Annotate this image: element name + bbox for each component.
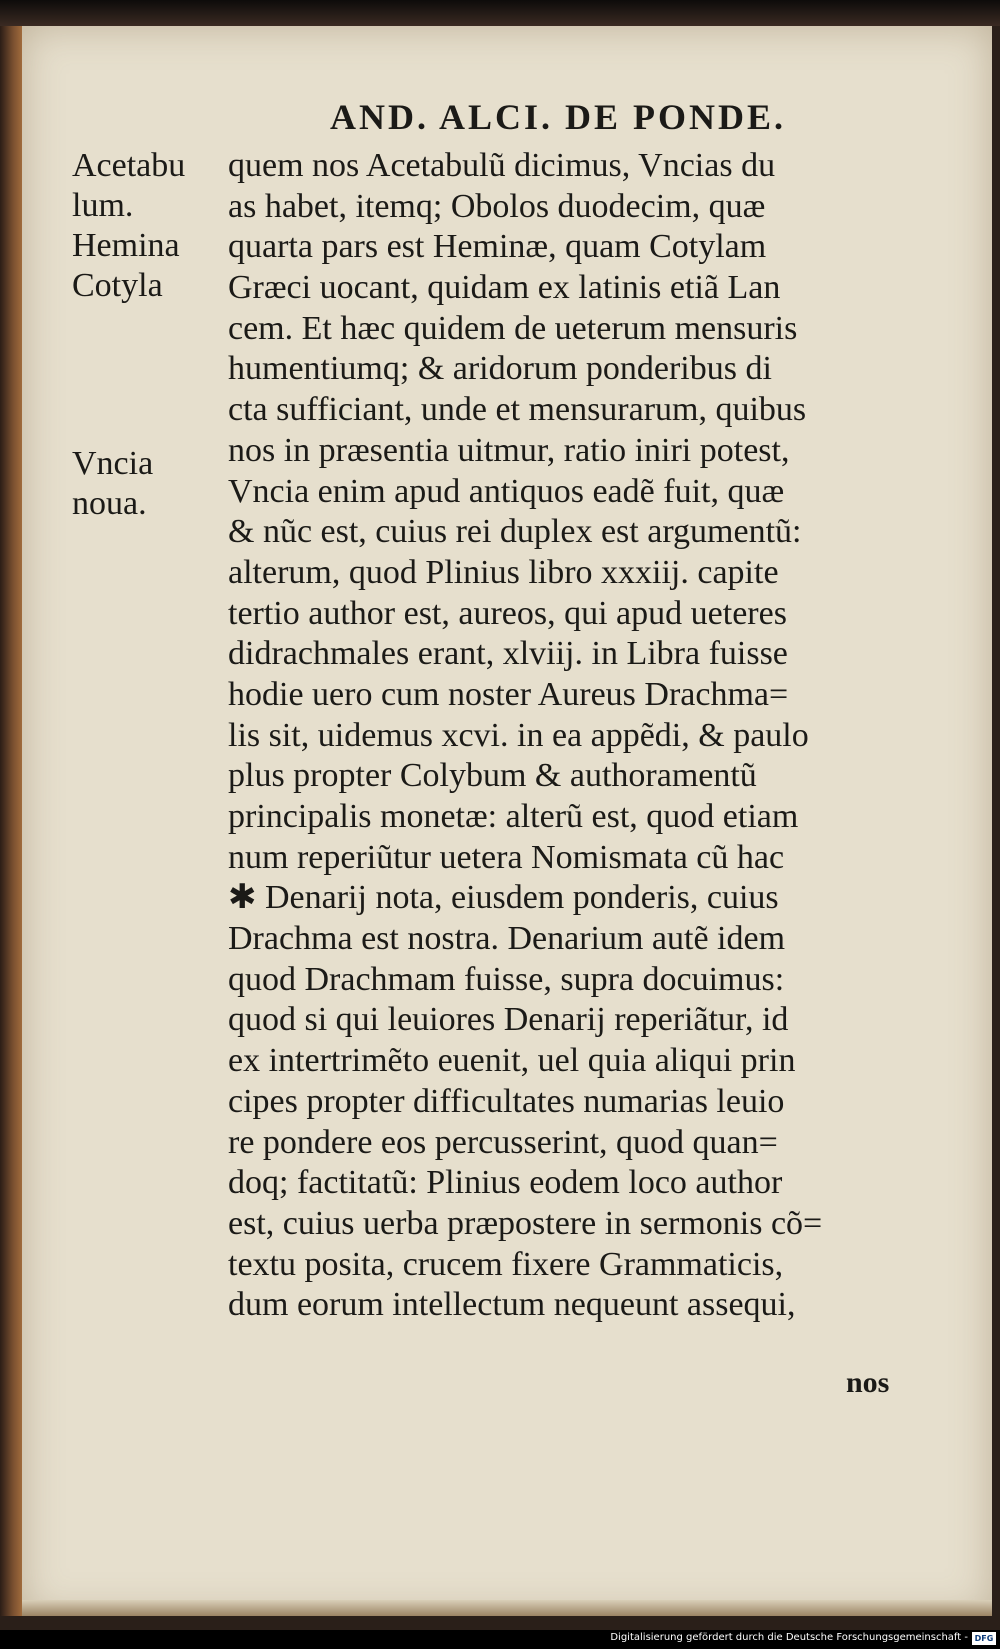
scan-top-edge [0,0,1000,26]
text-line: doq; factitatũ: Plinius eodem loco author [228,1164,783,1202]
text-line: didrachmales erant, xlviij. in Libra fuisse [228,635,788,673]
text-line: quarta pars est Heminæ, quam Cotylam [228,228,767,266]
body-text [228,146,928,1326]
text-line: humentiumq; & aridorum ponderibus di [228,350,772,388]
text-line: & nũc est, cuius rei duplex est argumentũ: [228,513,802,551]
text-line: quod Drachmam fuisse, supra docuimus: [228,960,785,998]
text-line: as habet, itemq; Obolos duodecim, quæ [228,187,766,225]
text-line: ✱ Denarij nota, eiusdem ponderis, cuius [228,879,779,917]
text-line: plus propter Colybum & authoramentũ [228,757,757,795]
margin-note: Vncia [72,445,154,482]
margin-note: Hemina [72,227,180,264]
digitization-credit: Digitalisierung gefördert durch die Deutsche Forschungsgemeinschaft - [610,1632,968,1643]
text-line: num reperiũtur uetera Nomismata cũ hac [228,838,785,876]
margin-note: lum. [72,187,134,224]
dfg-logo: DFG [972,1632,996,1645]
text-line: quod si qui leuiores Denarij reperiãtur, id [228,1001,789,1039]
text-line: est, cuius uerba præpostere in sermonis cõ= [228,1204,823,1242]
text-line: cta sufficiant, unde et mensurarum, quibus [228,391,807,429]
text-line: tertio author est, aureos, qui apud ueteres [228,594,787,632]
text-line: Drachma est nostra. Denarium autẽ idem [228,920,786,958]
text-line: cipes propter difficultates numarias leuio [228,1082,785,1120]
margin-note: noua. [72,485,147,522]
text-line: Græci uocant, quidam ex latinis etiã Lan [228,269,781,307]
text-line: dum eorum intellectum nequeunt assequi, [228,1286,796,1324]
catchword: nos [846,1366,890,1399]
margin-note: Acetabu [72,147,186,184]
text-line: alterum, quod Plinius libro xxxiij. capite [228,553,779,591]
text-line: quem nos Acetabulũ dicimus, Vncias du [228,147,776,184]
margin-note: Cotyla [72,267,163,304]
page-bottom-edge [22,1600,992,1616]
text-line: cem. Et hæc quidem de ueterum mensuris [228,309,798,347]
text-line: Vncia enim apud antiquos eadẽ fuit, quæ [228,472,785,510]
text-line: hodie uero cum noster Aureus Drachma= [228,675,789,713]
text-line: re pondere eos percusserint, quod quan= [228,1123,778,1161]
margin-notes [72,146,232,524]
text-line: nos in præsentia uitmur, ratio iniri potest, [228,431,790,469]
text-line: principalis monetæ: alterũ est, quod etiam [228,798,799,835]
text-line: textu posita, crucem fixere Grammaticis, [228,1245,784,1283]
book-edge [0,26,22,1616]
text-line: ex intertrimẽto euenit, uel quia aliqui prin [228,1042,796,1080]
running-head: AND. ALCI. DE PONDE. [330,97,787,137]
margin-spacer [72,306,232,444]
text-line: lis sit, uidemus xcvi. in ea appẽdi, & paulo [228,716,809,754]
